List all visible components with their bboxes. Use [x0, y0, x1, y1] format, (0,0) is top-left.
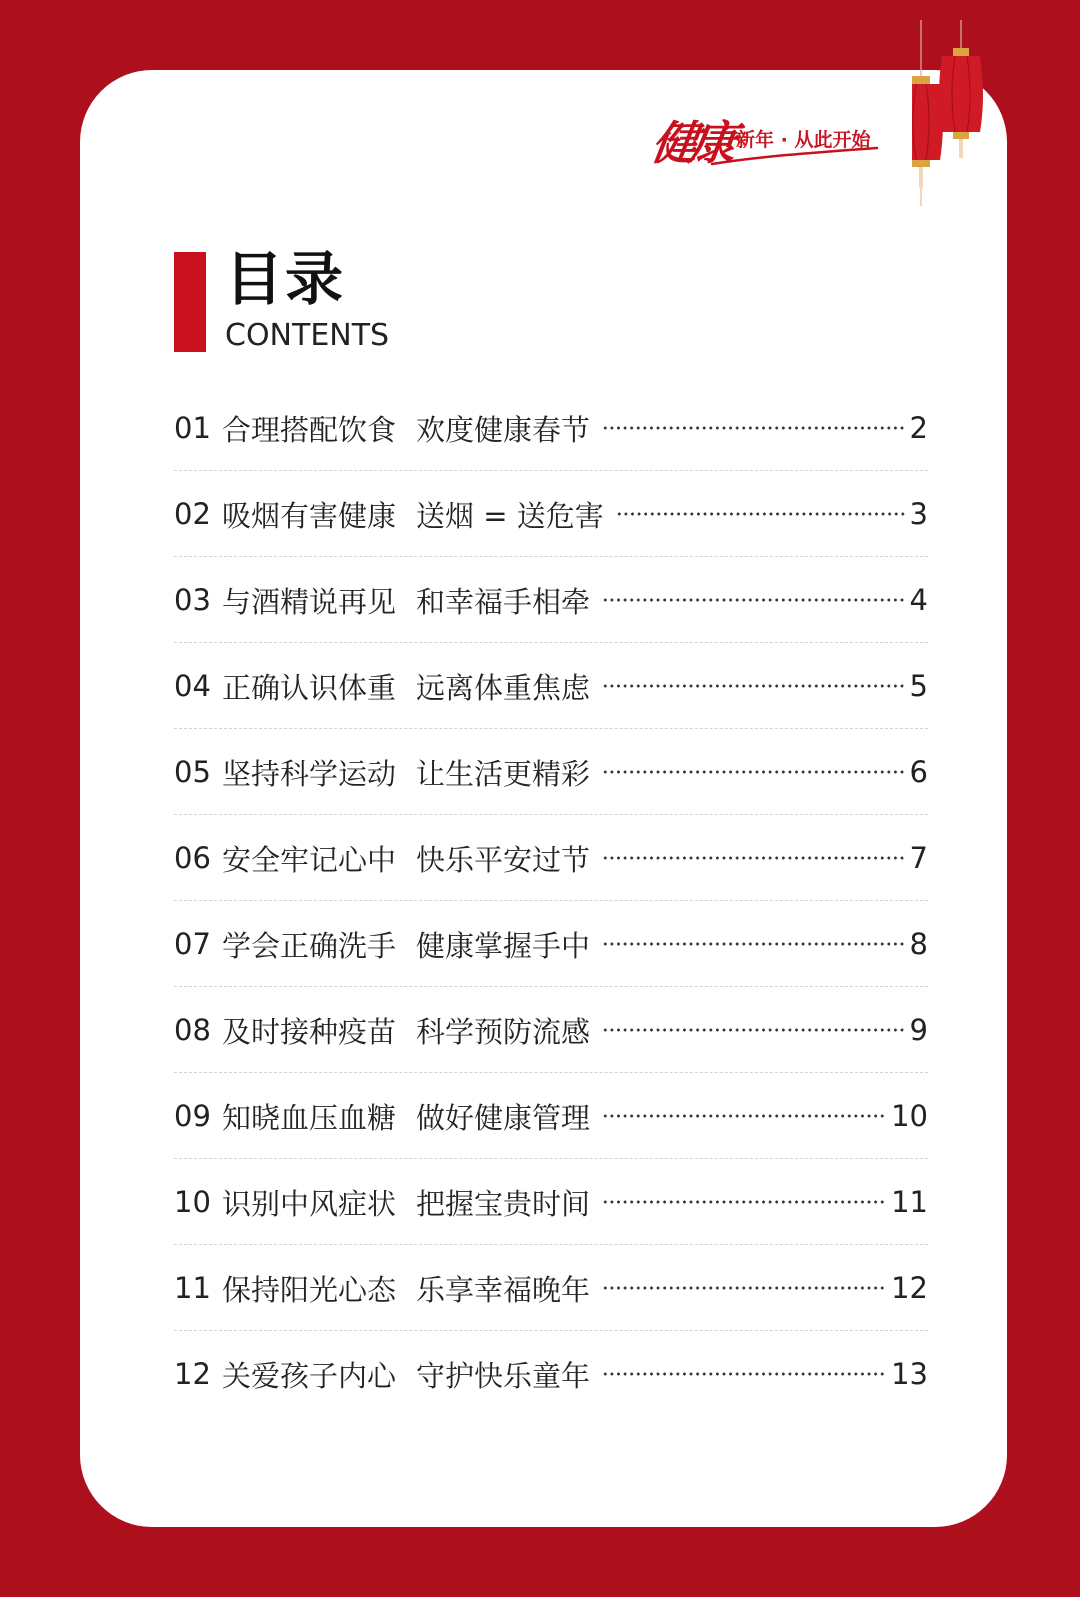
toc-entry[interactable]: [174, 385, 928, 471]
toc-entry[interactable]: [174, 643, 928, 729]
toc-subtitle: 健康掌握手中: [416, 928, 591, 963]
toc-title: 关爱孩子内心: [222, 1358, 397, 1393]
toc-entry[interactable]: [174, 1073, 928, 1159]
toc-number: 03: [174, 583, 211, 617]
toc-entry[interactable]: [174, 1245, 928, 1331]
toc-page-number: 6: [909, 755, 928, 789]
toc-subtitle: 守护快乐童年: [416, 1358, 591, 1393]
brush-logo-text: 健康: [648, 116, 732, 170]
toc-number: 04: [174, 669, 211, 703]
toc-title: 与酒精说再见: [222, 584, 397, 619]
toc-subtitle: 和幸福手相牵: [416, 584, 591, 619]
toc-title: 合理搭配饮食: [222, 412, 397, 447]
toc-entry[interactable]: [174, 1159, 928, 1245]
toc-number: 09: [174, 1099, 211, 1133]
toc-page-number: 7: [909, 841, 928, 875]
toc-title: 安全牢记心中: [222, 842, 397, 877]
red-lantern-icon: [912, 20, 943, 206]
red-lantern-icon: [939, 20, 983, 158]
toc-title: 识别中风症状: [222, 1186, 397, 1221]
toc-page-number: 5: [909, 669, 928, 703]
toc-page-number: 11: [891, 1185, 928, 1219]
toc-dot-leader: [602, 942, 906, 946]
toc-title: 正确认识体重: [222, 670, 397, 705]
toc-dot-leader: [602, 684, 906, 688]
toc-title: 保持阳光心态: [222, 1272, 397, 1307]
toc-entry[interactable]: [174, 987, 928, 1073]
toc-page-number: 3: [909, 497, 928, 531]
toc-subtitle: 欢度健康春节: [416, 412, 591, 447]
toc-subtitle: 送烟 = 送危害: [416, 498, 604, 533]
toc-page-number: 12: [891, 1271, 928, 1305]
toc-number: 06: [174, 841, 211, 875]
toc-entry[interactable]: [174, 557, 928, 643]
toc-dot-leader: [602, 1114, 887, 1118]
page-title: 目录: [225, 245, 346, 313]
toc-dot-leader: [602, 856, 906, 860]
toc-number: 05: [174, 755, 211, 789]
toc-title: 吸烟有害健康: [222, 498, 397, 533]
toc-page-number: 10: [891, 1099, 928, 1133]
toc-title: 坚持科学运动: [222, 756, 397, 791]
toc-dot-leader: [602, 770, 906, 774]
lanterns-decoration: [912, 20, 1012, 215]
toc-title: 知晓血压血糖: [222, 1100, 397, 1135]
toc-dot-leader: [602, 1028, 906, 1032]
toc-page-number: 4: [909, 583, 928, 617]
toc-subtitle: 远离体重焦虑: [416, 670, 591, 705]
table-of-contents: [174, 385, 928, 1417]
toc-dot-leader: [602, 598, 906, 602]
toc-subtitle: 乐享幸福晚年: [416, 1272, 591, 1307]
toc-dot-leader: [602, 1372, 887, 1376]
toc-dot-leader: [616, 512, 906, 516]
toc-dot-leader: [602, 1200, 887, 1204]
toc-subtitle: 把握宝贵时间: [416, 1186, 591, 1221]
toc-dot-leader: [602, 426, 906, 430]
slogan-text: 新年 · 从此开始: [736, 129, 871, 151]
toc-number: 07: [174, 927, 211, 961]
toc-entry[interactable]: [174, 471, 928, 557]
toc-subtitle: 让生活更精彩: [416, 756, 591, 791]
toc-page-number: 2: [909, 411, 928, 445]
toc-number: 12: [174, 1357, 211, 1391]
toc-page-number: 13: [891, 1357, 928, 1391]
toc-subtitle: 快乐平安过节: [416, 842, 591, 877]
toc-title: 学会正确洗手: [222, 928, 397, 963]
title-accent-bar: [174, 252, 206, 352]
toc-number: 02: [174, 497, 211, 531]
toc-entry[interactable]: [174, 901, 928, 987]
toc-subtitle: 做好健康管理: [416, 1100, 591, 1135]
toc-entry[interactable]: [174, 815, 928, 901]
toc-subtitle: 科学预防流感: [416, 1014, 591, 1049]
toc-number: 10: [174, 1185, 211, 1219]
toc-number: 01: [174, 411, 211, 445]
toc-number: 08: [174, 1013, 211, 1047]
toc-page-number: 9: [909, 1013, 928, 1047]
header-slogan: [648, 112, 902, 178]
toc-entry[interactable]: [174, 1331, 928, 1417]
toc-entry[interactable]: [174, 729, 928, 815]
page-subtitle: CONTENTS: [225, 318, 390, 353]
toc-number: 11: [174, 1271, 211, 1305]
toc-title: 及时接种疫苗: [222, 1014, 397, 1049]
toc-dot-leader: [602, 1286, 887, 1290]
toc-page-number: 8: [909, 927, 928, 961]
